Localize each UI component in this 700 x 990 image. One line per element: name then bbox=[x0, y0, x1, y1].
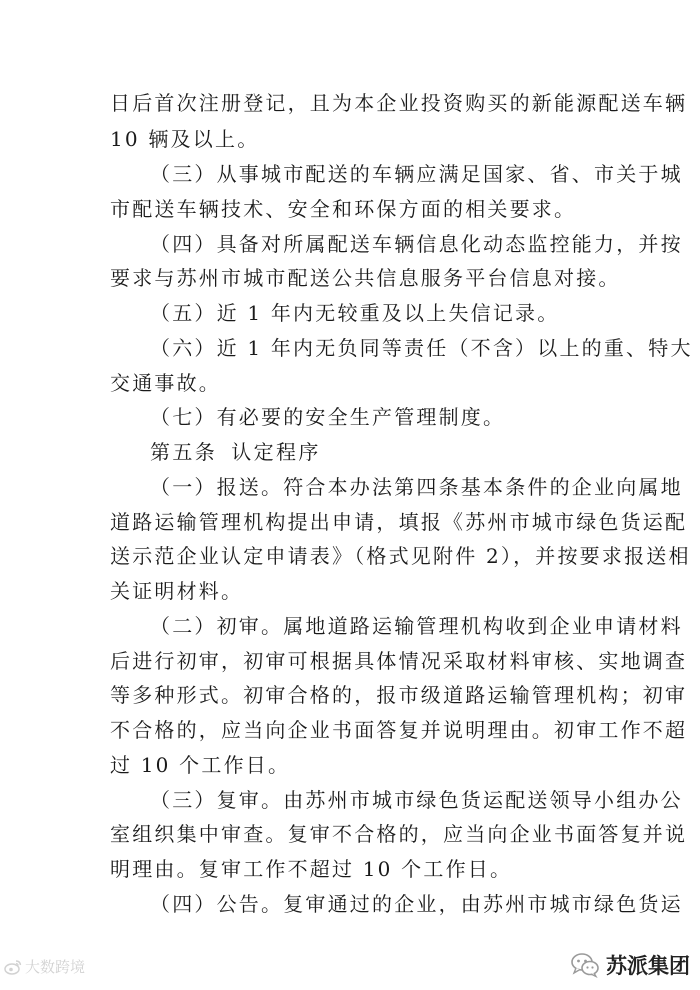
article-title: 认定程序 bbox=[231, 440, 321, 464]
body-line: （三）从事城市配送的车辆应满足国家、省、市关于城 bbox=[150, 162, 683, 186]
body-line: 过 10 个工作日。 bbox=[110, 753, 291, 777]
footer bbox=[0, 944, 700, 984]
brand-name: 苏派集团 bbox=[606, 954, 690, 978]
body-line: 明理由。复审工作不超过 10 个工作日。 bbox=[110, 857, 513, 881]
body-line: 后进行初审，初审可根据具体情况采取材料审核、实地调查 bbox=[110, 649, 688, 673]
article-number: 第五条 bbox=[150, 440, 218, 464]
body-line: （一）报送。符合本办法第四条基本条件的企业向属地 bbox=[150, 475, 683, 499]
body-line: 10 辆及以上。 bbox=[110, 127, 260, 151]
body-line: 市配送车辆技术、安全和环保方面的相关要求。 bbox=[110, 197, 577, 221]
body-line: （六）近 1 年内无负同等责任（不含）以上的重、特大 bbox=[150, 336, 693, 360]
watermark bbox=[4, 956, 85, 977]
article-heading bbox=[150, 440, 321, 464]
body-line: 要求与苏州市城市配送公共信息服务平台信息对接。 bbox=[110, 266, 621, 290]
body-line: （三）复审。由苏州市城市绿色货运配送领导小组办公 bbox=[150, 788, 683, 812]
body-line: 交通事故。 bbox=[110, 371, 221, 395]
body-line: （七）有必要的安全生产管理制度。 bbox=[150, 405, 506, 429]
body-line: 日后首次注册登记，且为本企业投资购买的新能源配送车辆 bbox=[110, 91, 688, 115]
body-line: （五）近 1 年内无较重及以上失信记录。 bbox=[150, 301, 560, 325]
weibo-icon bbox=[4, 959, 22, 975]
watermark-text: 大数跨境 bbox=[25, 958, 86, 976]
body-line: 室组织集中审查。复审不合格的，应当向企业书面答复并说 bbox=[110, 822, 688, 846]
brand bbox=[570, 950, 690, 980]
body-line: 关证明材料。 bbox=[110, 579, 244, 603]
body-line: 不合格的，应当向企业书面答复并说明理由。初审工作不超 bbox=[110, 718, 688, 742]
body-line: （四）公告。复审通过的企业，由苏州市城市绿色货运 bbox=[150, 892, 683, 916]
body-line: （四）具备对所属配送车辆信息化动态监控能力，并按 bbox=[150, 232, 683, 256]
wechat-icon bbox=[570, 952, 600, 978]
body-line: 道路运输管理机构提出申请，填报《苏州市城市绿色货运配 bbox=[110, 510, 688, 534]
body-line: 送示范企业认定申请表》（格式见附件 2），并按要求报送相 bbox=[110, 544, 691, 568]
body-line: （二）初审。属地道路运输管理机构收到企业申请材料 bbox=[150, 614, 683, 638]
body-line: 等多种形式。初审合格的，报市级道路运输管理机构；初审 bbox=[110, 683, 688, 707]
